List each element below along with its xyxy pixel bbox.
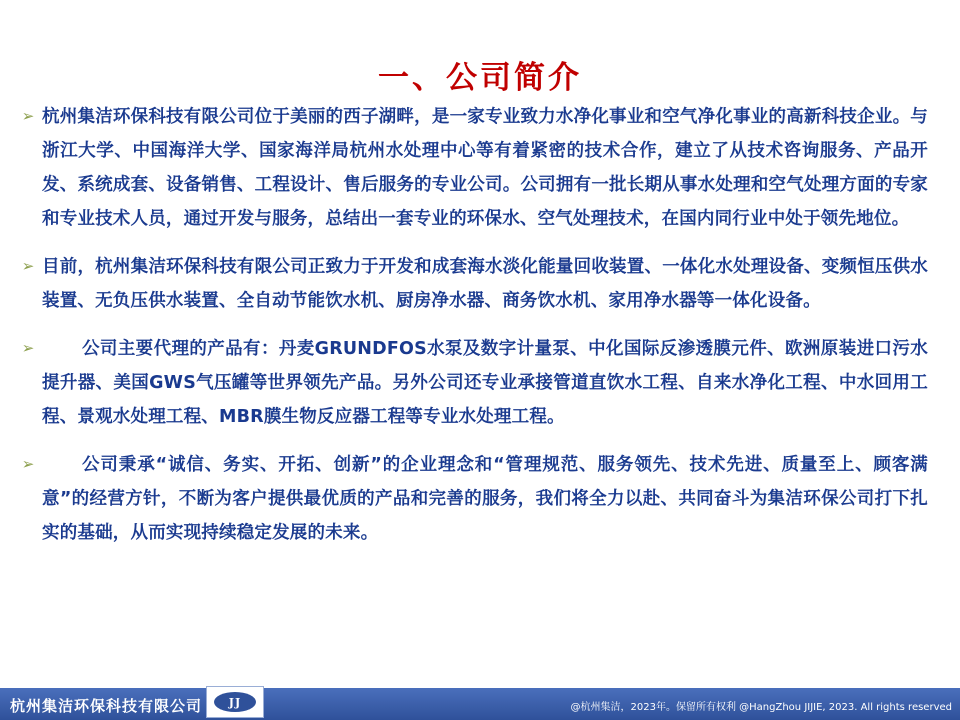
list-item-text: 公司主要代理的产品有：丹麦GRUNDFOS水泵及数字计量泵、中化国际反渗透膜元件、欧洲原装进口污水提升器、美国GWS气压罐等世界领先产品。另外公司还专业承接管道直饮水工程、自来水净化工程、中水回用工程、景观水处理工程、MBR膜生物反应器工程等专业水处理工程。 (42, 339, 928, 427)
bullet-arrow-icon: ➢ (21, 108, 35, 125)
footer-copyright: @杭州集洁，2023年。保留所有权利 @HangZhou JIJIE, 2023. All rights reserved (570, 702, 952, 713)
bullet-arrow-icon: ➢ (21, 456, 35, 473)
slide-footer (0, 684, 960, 720)
logo-mark: JJ (214, 692, 256, 712)
page-title: 一、公司简介 (378, 60, 582, 96)
list-item-text: 杭州集洁环保科技有限公司位于美丽的西子湖畔，是一家专业致力水净化事业和空气净化事业的高新科技企业。与浙江大学、中国海洋大学、国家海洋局杭州水处理中心等有着紧密的技术合作，建立了从技术咨询服务、产品开发、系统成套、设备销售、工程设计、售后服务的专业公司。公司拥有一批长期从事水处理和空气处理方面的专家和专业技术人员，通过开发与服务，总结出一套专业的环保水、空气处理技术，在国内同行业中处于领先地位。 (42, 107, 928, 229)
list-item (0, 100, 960, 236)
bullet-arrow-icon: ➢ (21, 258, 35, 275)
list-item (0, 250, 960, 318)
list-item (0, 448, 960, 550)
list-item (0, 332, 960, 434)
list-item-text: 公司秉承“诚信、务实、开拓、创新”的企业理念和“管理规范、服务领先、技术先进、质量至上、顾客满意”的经营方针，不断为客户提供最优质的产品和完善的服务，我们将全力以赴、共同奋斗为集洁环保公司打下扎实的基础，从而实现持续稳定发展的未来。 (42, 455, 928, 543)
footer-company-name: 杭州集洁环保科技有限公司 (10, 697, 203, 715)
bullet-arrow-icon: ➢ (21, 340, 35, 357)
slide-body (0, 100, 960, 564)
list-item-text: 目前，杭州集洁环保科技有限公司正致力于开发和成套海水淡化能量回收装置、一体化水处理设备、变频恒压供水装置、无负压供水装置、全自动节能饮水机、厨房净水器、商务饮水机、家用净水器等一体化设备。 (42, 257, 928, 311)
company-logo (206, 686, 264, 718)
